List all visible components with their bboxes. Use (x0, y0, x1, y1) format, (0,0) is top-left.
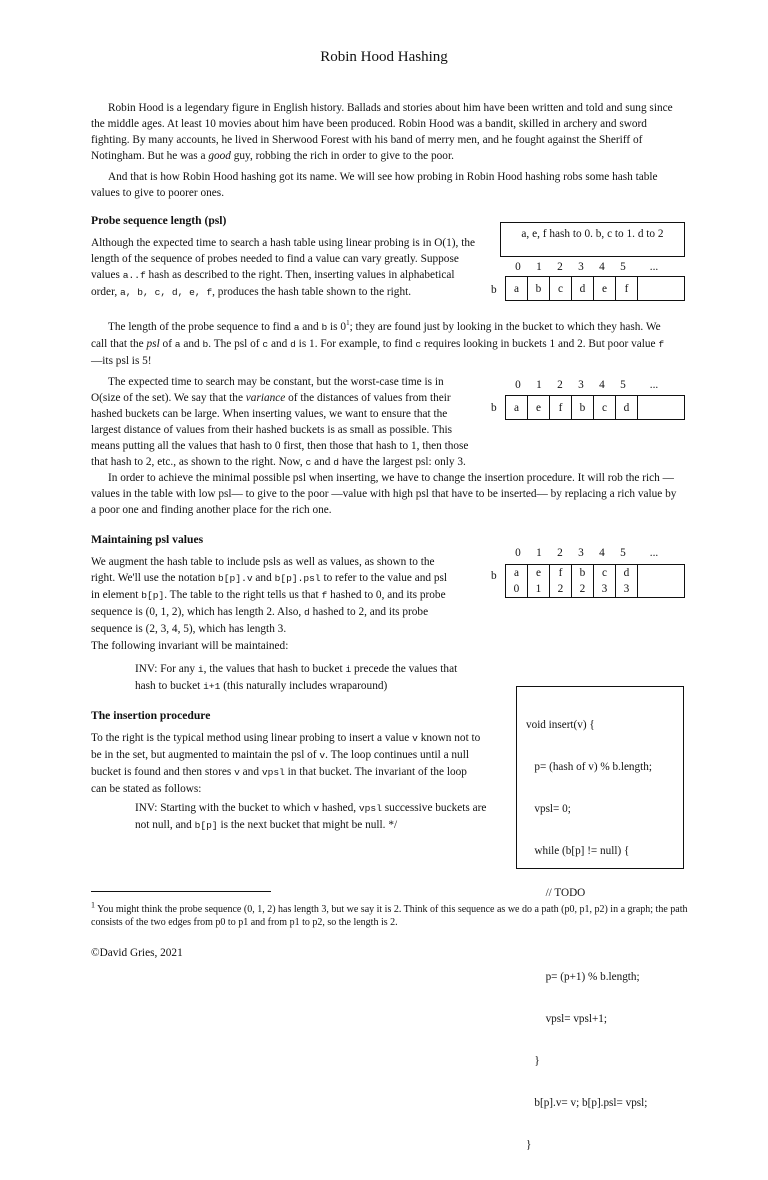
insertion-invariant: INV: Starting with the bucket to which v hashed, vpsl successive buckets are not null, and b[p] is the next bucket that might be null. */ (135, 802, 487, 831)
index-label: 5 (620, 547, 626, 559)
index-label: 4 (599, 261, 605, 273)
page-title: Robin Hood Hashing (320, 49, 448, 65)
psl-paragraph-1: Although the expected time to search a hash table using linear probing is in O(1), the length of the sequence of probes needed to find a value can vary greatly. Suppose values a..f hash as described to the right. Then, inserting values in alphabetical order, a, b, c, d, e, f, produces the hash table shown to the right. (91, 237, 475, 298)
index-label: 1 (536, 261, 542, 273)
table-cell: b (572, 565, 594, 582)
code-line: vpsl= 0; (526, 803, 571, 815)
index-label: 2 (557, 261, 563, 273)
intro-paragraph-1: Robin Hood is a legendary figure in English history. Ballads and stories about him have been written and told and sung since the middle ages. At least 10 movies about him have been produced. Robin Hood was a bandit, skilled in archery and sword fighting. By many accounts, he lived in Sherwood Forest with his band of merry men, and he fought against the Sheriff of Notingham. But he was a good guy, robbing the rich in order to give to the poor. (91, 102, 673, 162)
index-label: ... (649, 261, 659, 273)
insertion-paragraph-1: To the right is the typical method using linear probing to insert a value v known not to be in the set, but augmented to maintain the psl of v. The loop continues until a null bucket is found and then stores v and vpsl in that bucket. The invariant of the loop can be stated as follows: (91, 732, 481, 795)
index-label: ... (649, 379, 659, 391)
intro (91, 100, 677, 201)
table-cell: c (594, 565, 616, 582)
table-cell: b (528, 277, 550, 301)
index-label: 1 (536, 547, 542, 559)
code-line: p= (hash of v) % b.length; (526, 761, 652, 773)
index-label: 3 (578, 547, 584, 559)
copyright: ©David Gries, 2021 (91, 947, 183, 959)
index-label: 1 (536, 379, 542, 391)
table-cell: a (506, 565, 528, 582)
index-label: 3 (578, 379, 584, 391)
footnote-rule (91, 891, 271, 892)
table-cell: b (572, 396, 594, 420)
maintain-paragraph-2: The following invariant will be maintained: (91, 640, 289, 652)
table2-label: b (491, 402, 497, 414)
intro-paragraph-2: And that is how Robin Hood hashing got its name. We will see how probing in Robin Hood hashing robs some hash table values to give to poorer ones. (91, 171, 658, 199)
table-cell: 3 (616, 581, 638, 598)
table-cell: d (572, 277, 594, 301)
hash-table-1 (505, 276, 685, 301)
index-label: 5 (620, 261, 626, 273)
footnote: $^1$ You might think the probe sequence (0, 1, 2) has length 3, but we say it is 2. Think of this sequence as we do a path (p0, p1, p2) in a graph; the path consists of the two edges from p0 to p1 and from p1 to p2, so the length is 2. (91, 900, 688, 928)
code-line: b[p].v= v; b[p].psl= vpsl; (526, 1097, 648, 1109)
table-cell: 2 (550, 581, 572, 598)
index-label: ... (649, 547, 659, 559)
table-cell: e (528, 565, 550, 582)
code-line: } (526, 1139, 532, 1151)
table-cell: 3 (594, 581, 616, 598)
index-label: 4 (599, 547, 605, 559)
hash-table-2 (505, 395, 685, 420)
table-cell: f (550, 565, 572, 582)
table-cell: d (616, 396, 638, 420)
table-cell (638, 565, 685, 598)
table-cell: a (506, 396, 528, 420)
table-cell: a (506, 277, 528, 301)
table1-label: b (491, 284, 497, 296)
table-cell: 0 (506, 581, 528, 598)
index-label: 0 (515, 261, 521, 273)
maintain-invariant: INV: For any i, the values that hash to bucket i precede the values that hash to bucket i+1 (this naturally includes wraparound) (135, 663, 458, 692)
table-cell (638, 396, 685, 420)
code-line: } (526, 1055, 540, 1067)
hash-note-box (500, 222, 685, 257)
maintain-heading: Maintaining psl values (91, 533, 204, 546)
psl-paragraph-2: The length of the probe sequence to find a and b is $0^1$; they are found just by looking in the bucket to which they hash. We call that the psl of a and b. The psl of c and d is 1. For example, to find c requires looking in buckets 1 and 2. But poor value f —its psl is 5! (91, 319, 665, 367)
table-cell: d (616, 565, 638, 582)
index-label: 5 (620, 379, 626, 391)
table-cell: e (528, 396, 550, 420)
table-cell: c (594, 396, 616, 420)
table3-label: b (491, 570, 497, 582)
hash-note-text: a, e, f hash to 0. b, c to 1. d to 2 (521, 228, 664, 240)
hash-table-3 (505, 564, 685, 598)
maintain-paragraph-1: We augment the hash table to include psls as well as values, as shown to the right. We'll use the notation b[p].v and b[p].psl to refer to the value and psl in element b[p]. The table to the right tells us that f hashed to 0, and its probe sequence is (0, 1, 2), which has length 2. Also, d hashed to 2, and its probe sequence is (2, 3, 4, 5), which has length 3. (91, 556, 448, 635)
psl-paragraph-4: In order to achieve the minimal possible psl when inserting, we have to change the insertion procedure. It will rob the rich —values in the table with low psl— to give to the poor —value with high psl that have to be inserted— by replacing a rich value by a poor one and finding another place for the rich one. (91, 472, 677, 516)
code-line (526, 928, 683, 942)
table-cell: f (616, 277, 638, 301)
index-label: 4 (599, 379, 605, 391)
insert-code-box (516, 686, 684, 1151)
table-cell (638, 277, 685, 301)
table-cell: c (550, 277, 572, 301)
index-label: 2 (557, 379, 563, 391)
insertion-heading: The insertion procedure (91, 709, 211, 722)
index-label: 2 (557, 547, 563, 559)
psl-heading: Probe sequence length (psl) (91, 214, 227, 227)
code-line: void insert(v) { (526, 719, 595, 731)
table-cell: 2 (572, 581, 594, 598)
code-line: // TODO (526, 887, 586, 899)
code-line: vpsl= vpsl+1; (526, 1013, 607, 1025)
table-cell: f (550, 396, 572, 420)
code-line: p= (p+1) % b.length; (526, 971, 640, 983)
index-label: 0 (515, 547, 521, 559)
index-label: 0 (515, 379, 521, 391)
index-label: 3 (578, 261, 584, 273)
table-cell: 1 (528, 581, 550, 598)
psl-paragraph-3: The expected time to search may be constant, but the worst-case time is in O(size of the set). We say that the variance of the distances of values from their hashed buckets can be large. When inserting values, we want to ensure that the largest distance of values from their hashed buckets is as small as possible. This means putting all the values that hash to 0 first, then those that hash to 1, then those that hash to 2, etc., as shown to the right. Now, c and d have the largest psl: only 3. (91, 376, 469, 468)
table-cell: e (594, 277, 616, 301)
code-line: while (b[p] != null) { (526, 845, 630, 857)
